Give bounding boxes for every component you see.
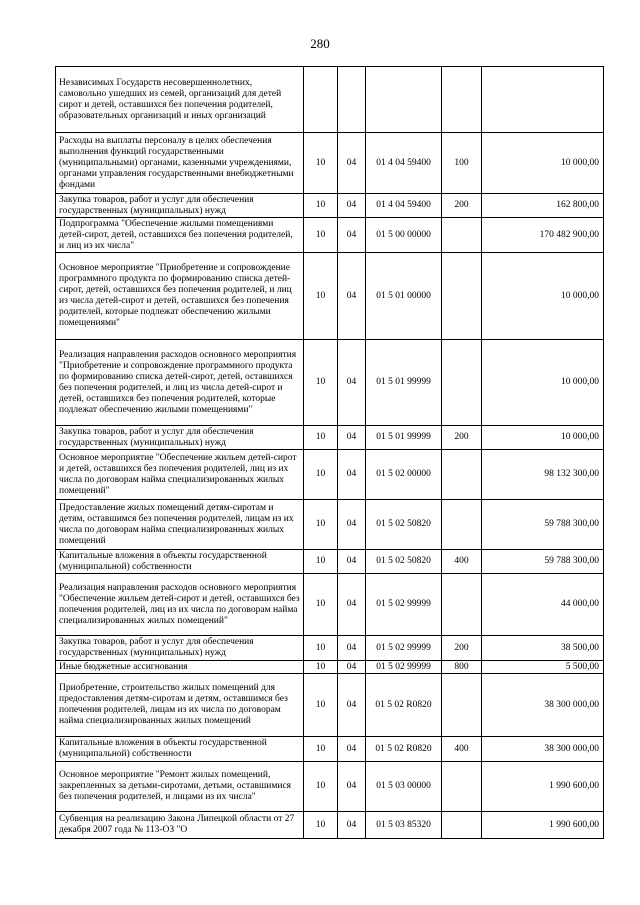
cell-expense-type: 200 — [442, 426, 482, 450]
cell-name: Закупка товаров, работ и услуг для обеспечения государственных (муниципальных) нужд — [56, 426, 304, 450]
cell-expense-type: 400 — [442, 550, 482, 574]
cell-target-article: 01 5 01 99999 — [366, 340, 442, 426]
cell-amount: 44 000,00 — [482, 574, 604, 636]
cell-amount: 38 300 000,00 — [482, 674, 604, 737]
table-row — [56, 133, 604, 194]
cell-name: Основное мероприятие "Приобретение и сопровождение программного продукта по формированию списка детей-сирот, детей, оставшихся без попечения родителей, и лиц из числа детей-сирот и детей, оставшихся без попечения родителей, которые подлежат обеспечению жилыми помещениями" — [56, 253, 304, 340]
table-row — [56, 636, 604, 661]
cell-target-article: 01 5 01 99999 — [366, 426, 442, 450]
cell-section: 10 — [304, 253, 338, 340]
cell-expense-type: 200 — [442, 194, 482, 218]
cell-target-article: 01 5 02 R0820 — [366, 737, 442, 762]
cell-section: 10 — [304, 426, 338, 450]
cell-expense-type — [442, 340, 482, 426]
cell-name: Реализация направления расходов основного мероприятия "Обеспечение жильем детей-сирот и детей, оставшихся без попечения родителей, лиц из их числа по договорам найма специализированных жилых помещений" — [56, 574, 304, 636]
table-row — [56, 253, 604, 340]
cell-section: 10 — [304, 194, 338, 218]
cell-name: Капитальные вложения в объекты государственной (муниципальной) собственности — [56, 550, 304, 574]
table-row — [56, 737, 604, 762]
table-row — [56, 550, 604, 574]
cell-expense-type — [442, 450, 482, 500]
cell-section — [304, 67, 338, 133]
cell-target-article: 01 5 03 85320 — [366, 812, 442, 839]
cell-subsection: 04 — [338, 500, 366, 550]
cell-name: Подпрограмма "Обеспечение жилыми помещениями детей-сирот, детей, оставшихся без попечения родителей, и лиц из их числа" — [56, 218, 304, 253]
cell-expense-type — [442, 500, 482, 550]
cell-section: 10 — [304, 762, 338, 812]
cell-section: 10 — [304, 450, 338, 500]
table-row — [56, 450, 604, 500]
cell-target-article: 01 5 02 99999 — [366, 661, 442, 674]
cell-expense-type — [442, 574, 482, 636]
cell-target-article: 01 5 02 R0820 — [366, 674, 442, 737]
cell-expense-type — [442, 253, 482, 340]
cell-amount: 10 000,00 — [482, 340, 604, 426]
cell-expense-type — [442, 674, 482, 737]
cell-subsection: 04 — [338, 426, 366, 450]
cell-section: 10 — [304, 133, 338, 194]
cell-section: 10 — [304, 218, 338, 253]
cell-section: 10 — [304, 500, 338, 550]
cell-subsection: 04 — [338, 450, 366, 500]
cell-name: Закупка товаров, работ и услуг для обеспечения государственных (муниципальных) нужд — [56, 636, 304, 661]
cell-subsection: 04 — [338, 253, 366, 340]
cell-subsection: 04 — [338, 574, 366, 636]
cell-amount: 1 990 600,00 — [482, 812, 604, 839]
cell-expense-type — [442, 812, 482, 839]
table-row — [56, 218, 604, 253]
page-number: 280 — [310, 36, 330, 51]
cell-name: Капитальные вложения в объекты государственной (муниципальной) собственности — [56, 737, 304, 762]
cell-subsection: 04 — [338, 636, 366, 661]
cell-name: Приобретение, строительство жилых помещений для предоставления детям-сиротам и детям, оставшимся без попечения родителей, лицам из их числа по договорам найма специализированных жилых помещений — [56, 674, 304, 737]
cell-target-article: 01 5 02 99999 — [366, 636, 442, 661]
cell-target-article: 01 5 02 99999 — [366, 574, 442, 636]
cell-amount: 59 788 300,00 — [482, 500, 604, 550]
cell-amount: 38 500,00 — [482, 636, 604, 661]
table-row — [56, 340, 604, 426]
cell-target-article: 01 5 01 00000 — [366, 253, 442, 340]
cell-section: 10 — [304, 661, 338, 674]
table-row — [56, 426, 604, 450]
cell-name: Иные бюджетные ассигнования — [56, 661, 304, 674]
cell-target-article: 01 4 04 59400 — [366, 194, 442, 218]
cell-target-article: 01 5 02 50820 — [366, 500, 442, 550]
cell-subsection: 04 — [338, 812, 366, 839]
cell-amount: 98 132 300,00 — [482, 450, 604, 500]
cell-name: Предоставление жилых помещений детям-сиротам и детям, оставшимся без попечения родителей, лицам из их числа по договорам найма специализированных жилых помещений — [56, 500, 304, 550]
cell-subsection: 04 — [338, 661, 366, 674]
cell-expense-type: 800 — [442, 661, 482, 674]
cell-expense-type: 200 — [442, 636, 482, 661]
cell-amount: 162 800,00 — [482, 194, 604, 218]
cell-amount: 10 000,00 — [482, 253, 604, 340]
cell-target-article: 01 5 02 50820 — [366, 550, 442, 574]
budget-table — [55, 66, 604, 839]
table-row — [56, 500, 604, 550]
cell-subsection: 04 — [338, 550, 366, 574]
cell-name: Независимых Государств несовершеннолетних, самовольно ушедших из семей, организаций для детей сирот и детей, оставшихся без попечения родителей, образовательных организаций и иных организаций — [56, 67, 304, 133]
cell-amount — [482, 67, 604, 133]
cell-target-article: 01 5 00 00000 — [366, 218, 442, 253]
cell-amount: 59 788 300,00 — [482, 550, 604, 574]
cell-amount: 1 990 600,00 — [482, 762, 604, 812]
table-row — [56, 762, 604, 812]
cell-section: 10 — [304, 674, 338, 737]
cell-subsection — [338, 67, 366, 133]
cell-target-article: 01 5 03 00000 — [366, 762, 442, 812]
table-row — [56, 67, 604, 133]
cell-section: 10 — [304, 737, 338, 762]
table-row — [56, 194, 604, 218]
cell-name: Основное мероприятие "Ремонт жилых помещений, закрепленных за детьми-сиротами, детьми, оставшимися без попечения родителей, и лицами из их числа" — [56, 762, 304, 812]
cell-amount: 10 000,00 — [482, 133, 604, 194]
cell-expense-type — [442, 218, 482, 253]
table-row — [56, 661, 604, 674]
table-row — [56, 574, 604, 636]
cell-section: 10 — [304, 574, 338, 636]
cell-name: Закупка товаров, работ и услуг для обеспечения государственных (муниципальных) нужд — [56, 194, 304, 218]
cell-subsection: 04 — [338, 133, 366, 194]
table-row — [56, 812, 604, 839]
cell-amount: 38 300 000,00 — [482, 737, 604, 762]
cell-section: 10 — [304, 812, 338, 839]
cell-expense-type — [442, 762, 482, 812]
cell-name: Реализация направления расходов основного мероприятия "Приобретение и сопровождение программного продукта по формированию списка детей-сирот, детей, оставшихся без попечения родителей, и лиц из числа детей-сирот и детей, оставшихся без попечения родителей, которые подлежат обеспечению жилыми помещениями" — [56, 340, 304, 426]
cell-subsection: 04 — [338, 674, 366, 737]
cell-name: Расходы на выплаты персоналу в целях обеспечения выполнения функций государственными (муниципальными) органами, казенными учреждениями, органами управления государственными внебюджетными фондами — [56, 133, 304, 194]
cell-name: Субвенция на реализацию Закона Липецкой области от 27 декабря 2007 года № 113-ОЗ "О — [56, 812, 304, 839]
cell-amount: 10 000,00 — [482, 426, 604, 450]
cell-section: 10 — [304, 340, 338, 426]
cell-name: Основное мероприятие "Обеспечение жильем детей-сирот и детей, оставшихся без попечения родителей, лиц из их числа по договорам найма специализированных жилых помещений" — [56, 450, 304, 500]
cell-target-article — [366, 67, 442, 133]
cell-subsection: 04 — [338, 737, 366, 762]
cell-section: 10 — [304, 636, 338, 661]
cell-expense-type: 400 — [442, 737, 482, 762]
cell-target-article: 01 5 02 00000 — [366, 450, 442, 500]
cell-amount: 170 482 900,00 — [482, 218, 604, 253]
cell-subsection: 04 — [338, 340, 366, 426]
cell-expense-type — [442, 67, 482, 133]
cell-subsection: 04 — [338, 762, 366, 812]
cell-target-article: 01 4 04 59400 — [366, 133, 442, 194]
cell-expense-type: 100 — [442, 133, 482, 194]
table-row — [56, 674, 604, 737]
cell-amount: 5 500,00 — [482, 661, 604, 674]
cell-section: 10 — [304, 550, 338, 574]
cell-subsection: 04 — [338, 218, 366, 253]
cell-subsection: 04 — [338, 194, 366, 218]
